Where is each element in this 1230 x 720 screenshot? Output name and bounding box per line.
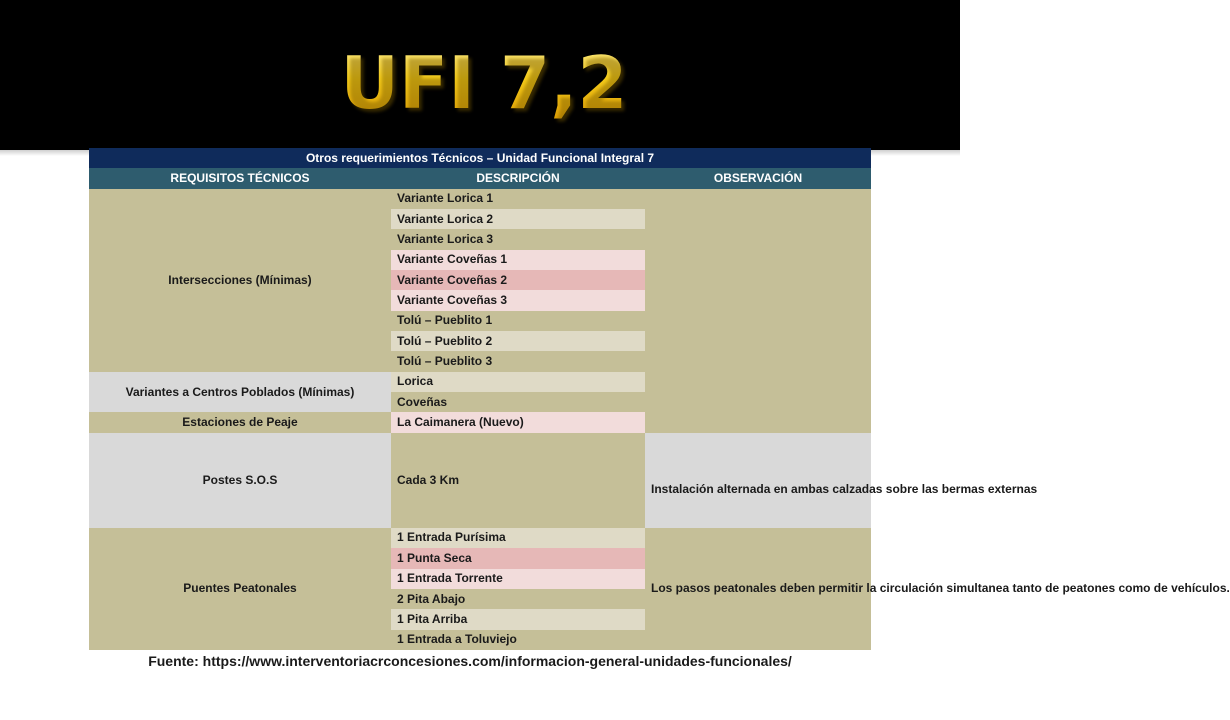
descripcion-cell: Cada 3 Km: [391, 433, 645, 528]
descripcion-cell: Tolú – Pueblito 2: [391, 331, 645, 351]
table-row: [89, 433, 871, 528]
descripcion-cell: Variante Lorica 1: [391, 189, 645, 209]
descripcion-cell: Variante Lorica 3: [391, 229, 645, 249]
header-observacion: OBSERVACIÓN: [645, 168, 871, 188]
requisito-cell: Variantes a Centros Poblados (Mínimas): [89, 372, 391, 413]
table-caption-row: [89, 148, 871, 168]
header-requisitos: REQUISITOS TÉCNICOS: [89, 168, 391, 188]
table-row: [89, 189, 871, 209]
descripcion-cell: Variante Coveñas 1: [391, 250, 645, 270]
requisito-cell: Estaciones de Peaje: [89, 412, 391, 432]
descripcion-cell: Tolú – Pueblito 3: [391, 351, 645, 371]
source-note: Fuente: https://www.interventoriacrconcesiones.com/informacion-general-unidades-funcionales/: [148, 653, 792, 669]
requirements-table: [89, 148, 1230, 650]
descripcion-cell: 2 Pita Abajo: [391, 589, 645, 609]
descripcion-cell: Coveñas: [391, 392, 645, 412]
table-caption: Otros requerimientos Técnicos – Unidad Funcional Integral 7: [89, 148, 871, 168]
header-descripcion: DESCRIPCIÓN: [391, 168, 645, 188]
table-row: [89, 528, 871, 548]
observacion-cell-empty: [645, 189, 871, 433]
descripcion-cell: 1 Entrada a Toluviejo: [391, 630, 645, 650]
descripcion-cell: 1 Pita Arriba: [391, 609, 645, 629]
descripcion-cell: 1 Entrada Torrente: [391, 569, 645, 589]
requisito-cell: Intersecciones (Mínimas): [89, 189, 391, 372]
slide-title: UFI 7,2: [0, 38, 968, 128]
table-header-row: [89, 168, 871, 188]
descripcion-cell: Variante Coveñas 2: [391, 270, 645, 290]
observacion-cell: Los pasos peatonales deben permitir la circulación simultanea tanto de peatones como de vehículos.: [645, 528, 871, 650]
descripcion-cell: Variante Coveñas 3: [391, 290, 645, 310]
descripcion-cell: Variante Lorica 2: [391, 209, 645, 229]
descripcion-cell: 1 Entrada Purísima: [391, 528, 645, 548]
descripcion-cell: Tolú – Pueblito 1: [391, 311, 645, 331]
descripcion-cell: La Caimanera (Nuevo): [391, 412, 645, 432]
requisito-cell: Puentes Peatonales: [89, 528, 391, 650]
descripcion-cell: 1 Punta Seca: [391, 548, 645, 568]
descripcion-cell: Lorica: [391, 372, 645, 392]
observacion-cell: Instalación alternada en ambas calzadas sobre las bermas externas: [645, 433, 871, 528]
requisito-cell: Postes S.O.S: [89, 433, 391, 528]
